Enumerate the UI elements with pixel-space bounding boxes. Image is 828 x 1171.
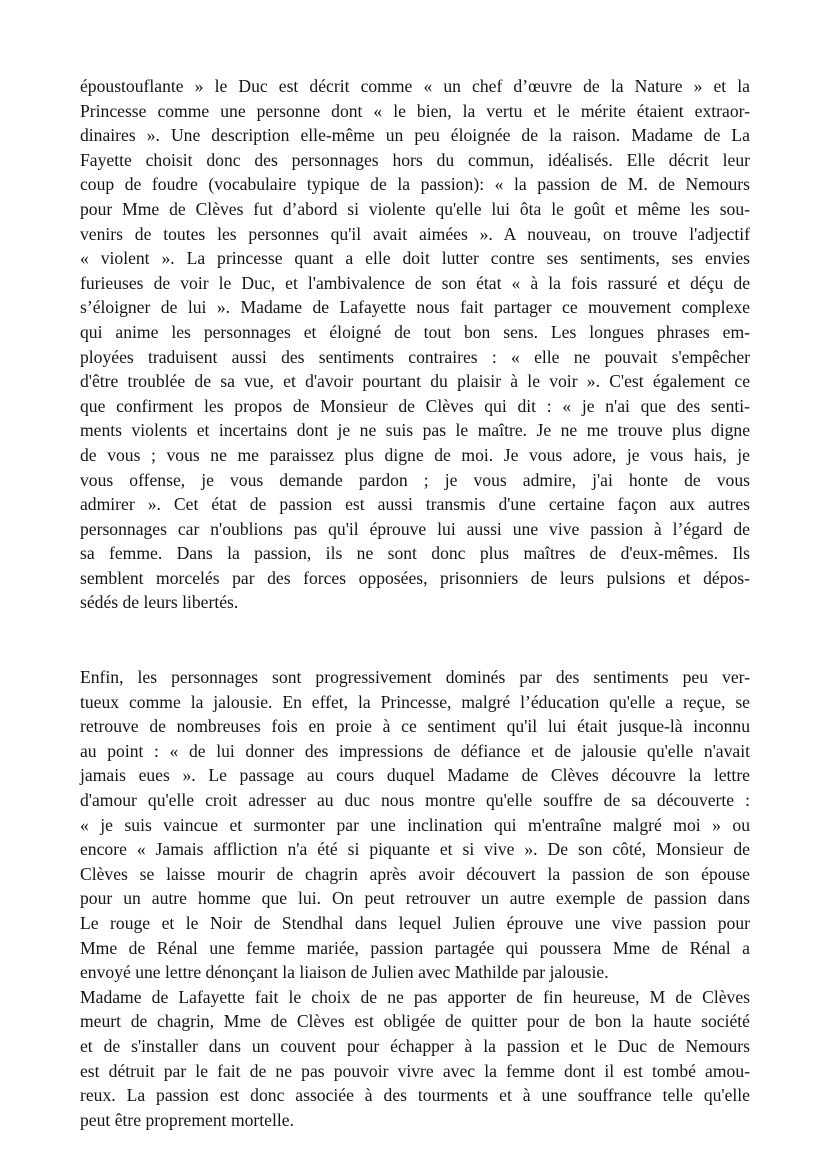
text-line: envoyé une lettre dénonçant la liaison de Julien avec Mathilde par jalousie. — [80, 962, 609, 983]
text-line: ments violents et incertains dont je ne suis pas le maître. Je ne me trouve plus digne — [80, 420, 750, 441]
text-line: est détruit par le fait de ne pas pouvoir vivre avec la femme dont il est tombé amou- — [80, 1060, 750, 1081]
document-page — [80, 74, 750, 1132]
text-line: encore « Jamais affliction n'a été si piquante et si vive ». De son côté, Monsieur de — [80, 839, 750, 860]
text-line: « je suis vaincue et surmonter par une inclination qui m'entraîne malgré moi » ou — [80, 814, 750, 835]
text-line: peut être proprement mortelle. — [80, 1109, 294, 1130]
text-line: que confirment les propos de Monsieur de Clèves qui dit : « je n'ai que des senti- — [80, 395, 750, 416]
text-line: Madame de Lafayette fait le choix de ne pas apporter de fin heureuse, M de Clèves — [80, 986, 750, 1007]
text-line: retrouve de nombreuses fois en proie à ce sentiment qu'il lui était jusque-là inconnu — [80, 716, 750, 737]
text-line: meurt de chagrin, Mme de Clèves est obligée de quitter pour de bon la haute société — [80, 1011, 750, 1032]
text-line: venirs de toutes les personnes qu'il avait aimées ». A nouveau, on trouve l'adjectif — [80, 223, 750, 244]
paragraph-gap — [80, 615, 750, 665]
text-line: jamais eues ». Le passage au cours duquel Madame de Clèves découvre la lettre — [80, 765, 750, 786]
text-line: sa femme. Dans la passion, ils ne sont donc plus maîtres de d'eux-mêmes. Ils — [80, 543, 750, 564]
text-line: Le rouge et le Noir de Stendhal dans lequel Julien éprouve une vive passion pour — [80, 913, 750, 933]
text-line: personnages car n'oublions pas qu'il éprouve lui aussi une vive passion à l’égard de — [80, 518, 750, 539]
text-line: au point : « de lui donner des impressions de défiance et de jalousie qu'elle n'avait — [80, 740, 750, 761]
text-line: d'être troublée de sa vue, et d'avoir pourtant du plaisir à le voir ». C'est également ce — [80, 371, 750, 392]
text-line: tueux comme la jalousie. En effet, la Princesse, malgré l’éducation qu'elle a reçue, se — [80, 691, 750, 712]
text-line: et de s'installer dans un couvent pour échapper à la passion et le Duc de Nemours — [80, 1035, 750, 1056]
paragraph-1 — [80, 74, 750, 615]
text-line: reux. La passion est donc associée à des tourments et à une souffrance telle qu'elle — [80, 1085, 750, 1106]
text-line: de vous ; vous ne me paraissez plus digne de moi. Je vous adore, je vous hais, je — [80, 444, 750, 465]
text-line: vous offense, je vous demande pardon ; je vous admire, j'ai honte de vous — [80, 469, 750, 490]
paragraph-2 — [80, 665, 750, 1132]
text-line: Fayette choisit donc des personnages hors du commun, idéalisés. Elle décrit leur — [80, 149, 750, 170]
text-line: Princesse comme une personne dont « le bien, la vertu et le mérite étaient extraor- — [80, 100, 750, 121]
text-line: ployées traduisent aussi des sentiments contraires : « elle ne pouvait s'empêcher — [80, 346, 750, 367]
text-line: admirer ». Cet état de passion est aussi transmis d'une certaine façon aux autres — [80, 494, 750, 515]
text-line: « violent ». La princesse quant a elle doit lutter contre ses sentiments, ses envies — [80, 248, 750, 269]
text-line: qui anime les personnages et éloigné de tout bon sens. Les longues phrases em- — [80, 321, 750, 342]
text-line: Clèves se laisse mourir de chagrin après avoir découvert la passion de son épouse — [80, 863, 750, 884]
text-line: sédés de leurs libertés. — [80, 592, 239, 613]
text-line: dinaires ». Une description elle-même un peu éloignée de la raison. Madame de La — [80, 125, 750, 146]
text-line: coup de foudre (vocabulaire typique de la passion): « la passion de M. de Nemours — [80, 174, 750, 195]
text-line: pour un autre homme que lui. On peut retrouver un autre exemple de passion dans — [80, 888, 750, 909]
text-line: s’éloigner de lui ». Madame de Lafayette nous fait partager ce mouvement complexe — [80, 297, 750, 318]
text-line: Mme de Rénal une femme mariée, passion partagée qui poussera Mme de Rénal a — [80, 937, 750, 958]
text-line: époustouflante » le Duc est décrit comme « un chef d’œuvre de la Nature » et la — [80, 76, 750, 96]
text-line: semblent morcelés par des forces opposées, prisonniers de leurs pulsions et dépos- — [80, 567, 750, 588]
text-line: pour Mme de Clèves fut d’abord si violente qu'elle lui ôta le goût et même les sou- — [80, 198, 750, 219]
text-line: d'amour qu'elle croit adresser au duc nous montre qu'elle souffre de sa découverte : — [80, 790, 750, 811]
text-line: furieuses de voir le Duc, et l'ambivalence de son état « à la fois rassuré et déçu de — [80, 272, 750, 293]
text-line: Enfin, les personnages sont progressivement dominés par des sentiments peu ver- — [80, 667, 750, 688]
